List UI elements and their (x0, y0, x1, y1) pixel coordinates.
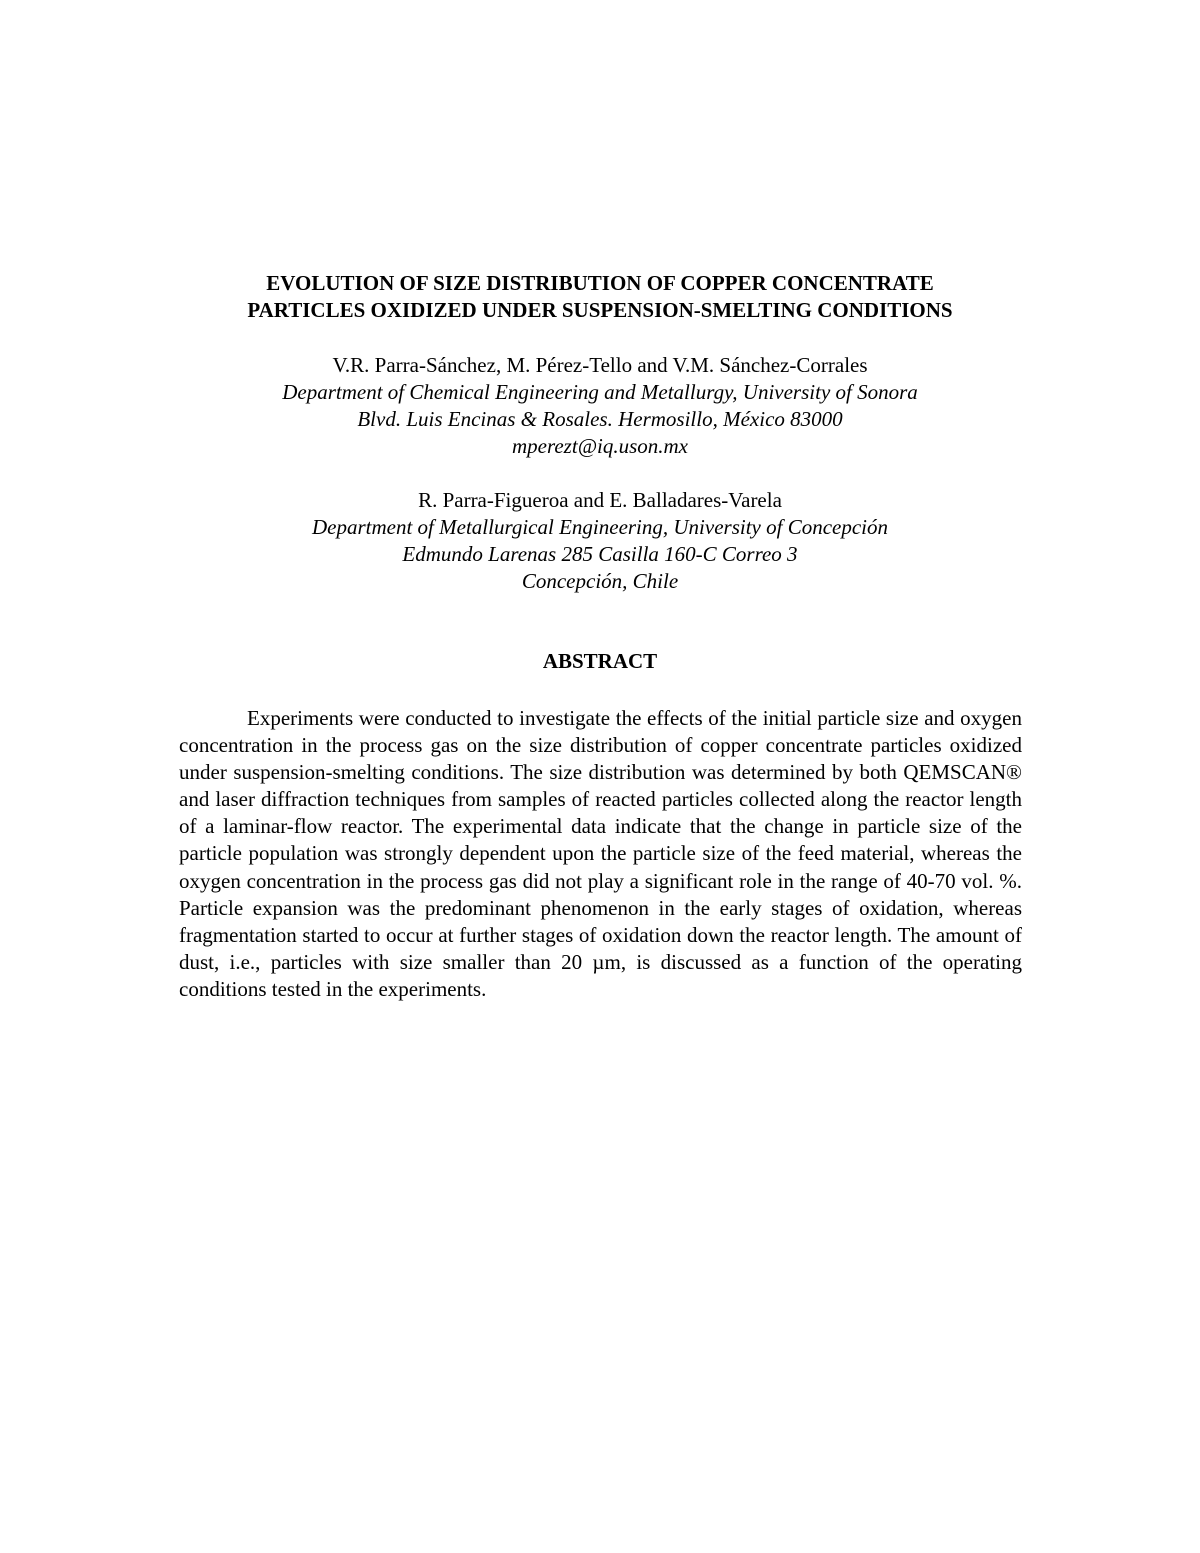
affiliation-block-2 (0, 487, 1200, 595)
abstract-text: Experiments were conducted to investigate the effects of the initial particle size and oxygen concentration in the process gas on the size distribution of copper concentrate particles oxidized under suspension-smelting conditions. The size distribution was determined by both QEMSCAN® and laser diffraction techniques from samples of reacted particles collected along the reactor length of a laminar-flow reactor. The experimental data indicate that the change in particle size of the particle population was strongly dependent upon the particle size of the feed material, whereas the oxygen concentration in the process gas did not play a significant role in the range of 40-70 vol. %. Particle expansion was the predominant phenomenon in the early stages of oxidation, whereas fragmentation started to occur at further stages of oxidation down the reactor length. The amount of dust, i.e., particles with size smaller than 20 µm, is discussed as a function of the operating conditions tested in the experiments. (179, 706, 1022, 1001)
author-list: R. Parra-Figueroa and E. Balladares-Varela (418, 488, 782, 512)
paper-title-line-2: PARTICLES OXIDIZED UNDER SUSPENSION-SMELTING CONDITIONS (247, 298, 953, 322)
paper-title (0, 270, 1200, 324)
abstract-heading: ABSTRACT (542, 649, 658, 673)
affiliation-block-1 (0, 352, 1200, 460)
address: Blvd. Luis Encinas & Rosales. Hermosillo, México 83000 (357, 407, 843, 431)
department: Department of Metallurgical Engineering, University of Concepción (311, 515, 889, 539)
paper-title-line-1: EVOLUTION OF SIZE DISTRIBUTION OF COPPER CONCENTRATE (266, 271, 934, 295)
department: Department of Chemical Engineering and Metallurgy, University of Sonora (282, 380, 918, 404)
address: Edmundo Larenas 285 Casilla 160-C Correo 3 (402, 542, 798, 566)
email-address: mperezt@iq.uson.mx (511, 434, 689, 458)
location: Concepción, Chile (521, 569, 679, 593)
author-list: V.R. Parra-Sánchez, M. Pérez-Tello and V.M. Sánchez-Corrales (332, 353, 868, 377)
